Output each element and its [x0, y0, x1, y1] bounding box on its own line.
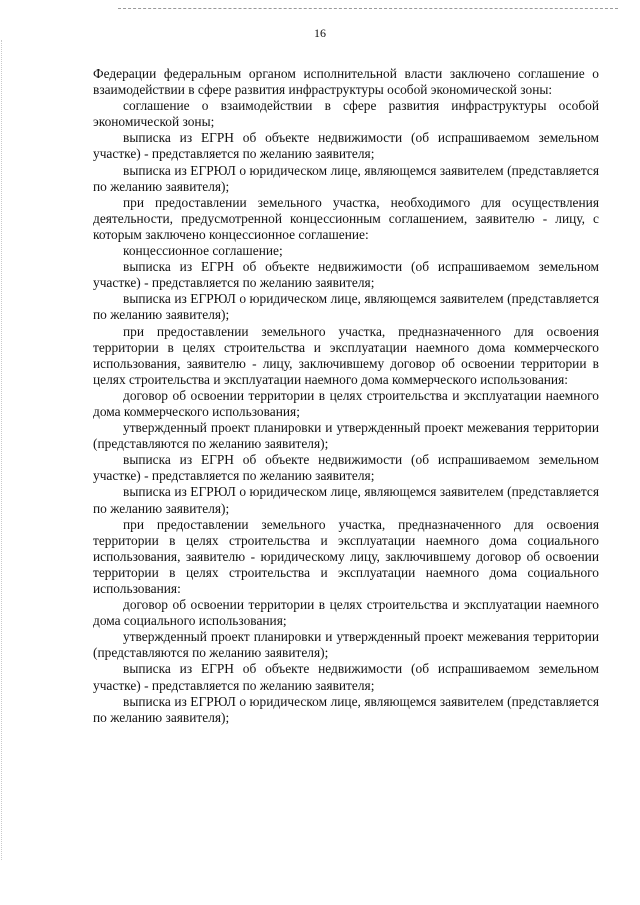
paragraph: при предоставлении земельного участка, необходимого для осуществления деятельности, предусмотренной концессионным соглашением, заявителю - лицу, с которым заключено концессионное соглашение:: [93, 194, 599, 242]
paragraph: выписка из ЕГРЮЛ о юридическом лице, являющемся заявителем (представляется по желанию заявителя);: [93, 162, 599, 194]
paragraph: выписка из ЕГРЮЛ о юридическом лице, являющемся заявителем (представляется по желанию заявителя);: [93, 693, 599, 725]
paragraph: выписка из ЕГРН об объекте недвижимости (об испрашиваемом земельном участке) - представляется по желанию заявителя;: [93, 452, 599, 484]
paragraph: выписка из ЕГРН об объекте недвижимости (об испрашиваемом земельном участке) - представляется по желанию заявителя;: [93, 130, 599, 162]
scan-top-edge: [118, 8, 618, 9]
paragraph: утвержденный проект планировки и утвержденный проект межевания территории (представляются по желанию заявителя);: [93, 420, 599, 452]
paragraph: утвержденный проект планировки и утвержденный проект межевания территории (представляются по желанию заявителя);: [93, 629, 599, 661]
paragraph: при предоставлении земельного участка, предназначенного для освоения территории в целях строительства и эксплуатации наемного дома коммерческого использования, заявителю - лицу, заключившему договор об освоении территории в целях строительства и эксплуатации наемного дома коммерческого использования:: [93, 323, 599, 387]
paragraph: выписка из ЕГРН об объекте недвижимости (об испрашиваемом земельном участке) - представляется по желанию заявителя;: [93, 259, 599, 291]
paragraph: концессионное соглашение;: [123, 243, 283, 259]
paragraph: договор об освоении территории в целях строительства и эксплуатации наемного дома социального использования;: [93, 597, 599, 629]
document-body: [93, 66, 599, 726]
page-number: 16: [314, 26, 326, 40]
paragraph: выписка из ЕГРЮЛ о юридическом лице, являющемся заявителем (представляется по желанию заявителя);: [93, 484, 599, 516]
paragraph: выписка из ЕГРЮЛ о юридическом лице, являющемся заявителем (представляется по желанию заявителя);: [93, 291, 599, 323]
scan-left-edge: [1, 40, 2, 860]
paragraph: договор об освоении территории в целях строительства и эксплуатации наемного дома коммерческого использования;: [93, 387, 599, 419]
paragraph: при предоставлении земельного участка, предназначенного для освоения территории в целях строительства и эксплуатации наемного дома социального использования, заявителю - юридическому лицу, заключившему договор об освоении территории в целях строительства и эксплуатации наемного дома социального использования:: [93, 516, 599, 596]
paragraph-continuation: Федерации федеральным органом исполнительной власти заключено соглашение о взаимодействии в сфере развития инфраструктуры особой экономической зоны:: [93, 66, 599, 98]
paragraph: выписка из ЕГРН об объекте недвижимости (об испрашиваемом земельном участке) - представляется по желанию заявителя;: [93, 661, 599, 693]
paragraph: соглашение о взаимодействии в сфере развития инфраструктуры особой экономической зоны;: [93, 98, 599, 130]
